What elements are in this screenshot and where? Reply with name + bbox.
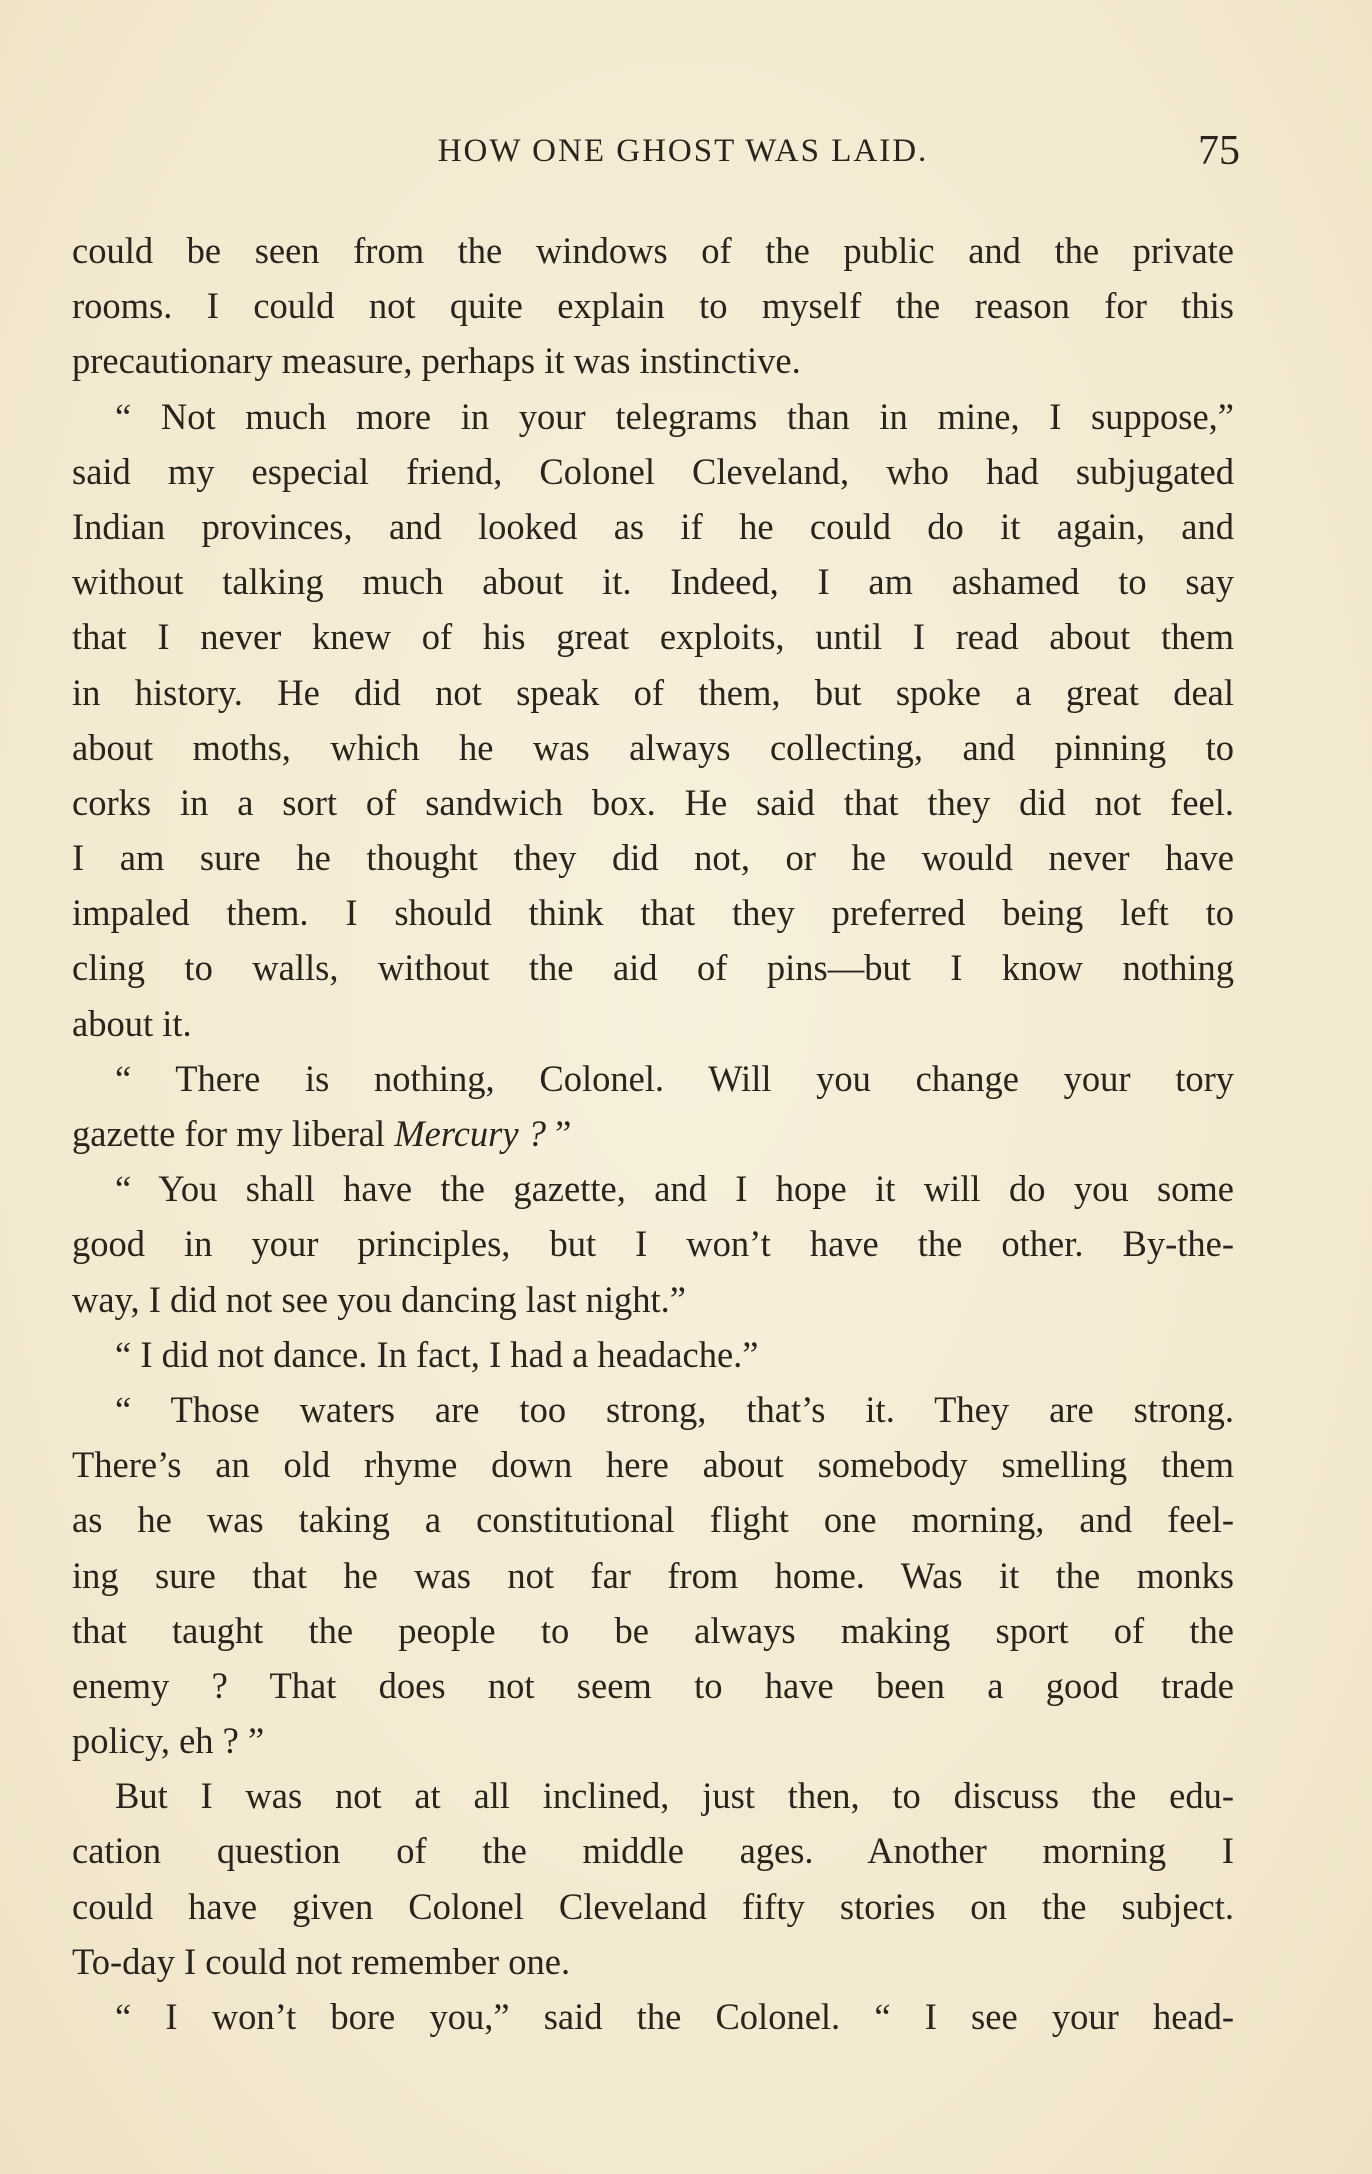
text-segment: gazette for my liberal <box>72 1113 395 1154</box>
text-line: enemy ? That does not seem to have been a good trade <box>72 1664 1234 1706</box>
text-line: “ You shall have the gazette, and I hope it will do you some <box>115 1168 1234 1210</box>
text-line: could have given Colonel Cleveland fifty stories on the subject. <box>72 1885 1234 1927</box>
running-title: HOW ONE GHOST WAS LAID. <box>437 133 929 169</box>
running-head <box>72 128 1240 183</box>
text-line: “ I did not dance. In fact, I had a headache.” <box>115 1333 759 1375</box>
text-line: To-day I could not remember one. <box>72 1940 571 1982</box>
text-line: “ I won’t bore you,” said the Colonel. “ I see your head- <box>115 1996 1234 2037</box>
text-line: about it. <box>72 1002 192 1044</box>
text-line: precautionary measure, perhaps it was instinctive. <box>72 340 801 382</box>
text-line: rooms. I could not quite explain to myself the reason for this <box>72 285 1234 327</box>
text-line: “ Those waters are too strong, that’s it. They are strong. <box>115 1388 1234 1430</box>
text-line: could be seen from the windows of the public and the private <box>72 230 1234 271</box>
page-number: 75 <box>1198 128 1240 174</box>
text-line: about moths, which he was always collecting, and pinning to <box>72 726 1234 768</box>
text-line: as he was taking a constitutional flight one morning, and feel- <box>72 1499 1234 1541</box>
text-line: I am sure he thought they did not, or he would never have <box>72 837 1234 879</box>
text-line: There’s an old rhyme down here about somebody smelling them <box>72 1444 1234 1486</box>
text-line: way, I did not see you dancing last night.” <box>72 1278 686 1320</box>
text-line: cling to walls, without the aid of pins—but I know nothing <box>72 947 1234 989</box>
text-line: policy, eh ? ” <box>72 1720 265 1762</box>
text-line: said my especial friend, Colonel Cleveland, who had subjugated <box>72 450 1234 492</box>
text-line: in history. He did not speak of them, but spoke a great deal <box>72 671 1234 713</box>
text-line: corks in a sort of sandwich box. He said that they did not feel. <box>72 781 1234 823</box>
text-line: “ Not much more in your telegrams than in mine, I suppose,” <box>115 395 1234 437</box>
text-line: cation question of the middle ages. Another morning I <box>72 1830 1234 1872</box>
text-line: without talking much about it. Indeed, I am ashamed to say <box>72 561 1234 603</box>
text-line: Indian provinces, and looked as if he could do it again, and <box>72 505 1234 547</box>
italic-title-mercury: Mercury ? <box>394 1113 546 1154</box>
text-line: impaled them. I should think that they preferred being left to <box>72 892 1234 934</box>
text-line: good in your principles, but I won’t have the other. By-the- <box>72 1223 1234 1265</box>
text-line: But I was not at all inclined, just then, to discuss the edu- <box>115 1775 1234 1817</box>
text-line: ing sure that he was not far from home. Was it the monks <box>72 1554 1234 1596</box>
text-line: that taught the people to be always making sport of the <box>72 1609 1234 1651</box>
text-line: “ There is nothing, Colonel. Will you change your tory <box>115 1057 1234 1099</box>
text-segment: ” <box>545 1113 572 1154</box>
body-text <box>72 223 1234 2044</box>
text-line: that I never knew of his great exploits, until I read about them <box>72 616 1234 658</box>
text-line <box>72 1106 1234 1161</box>
